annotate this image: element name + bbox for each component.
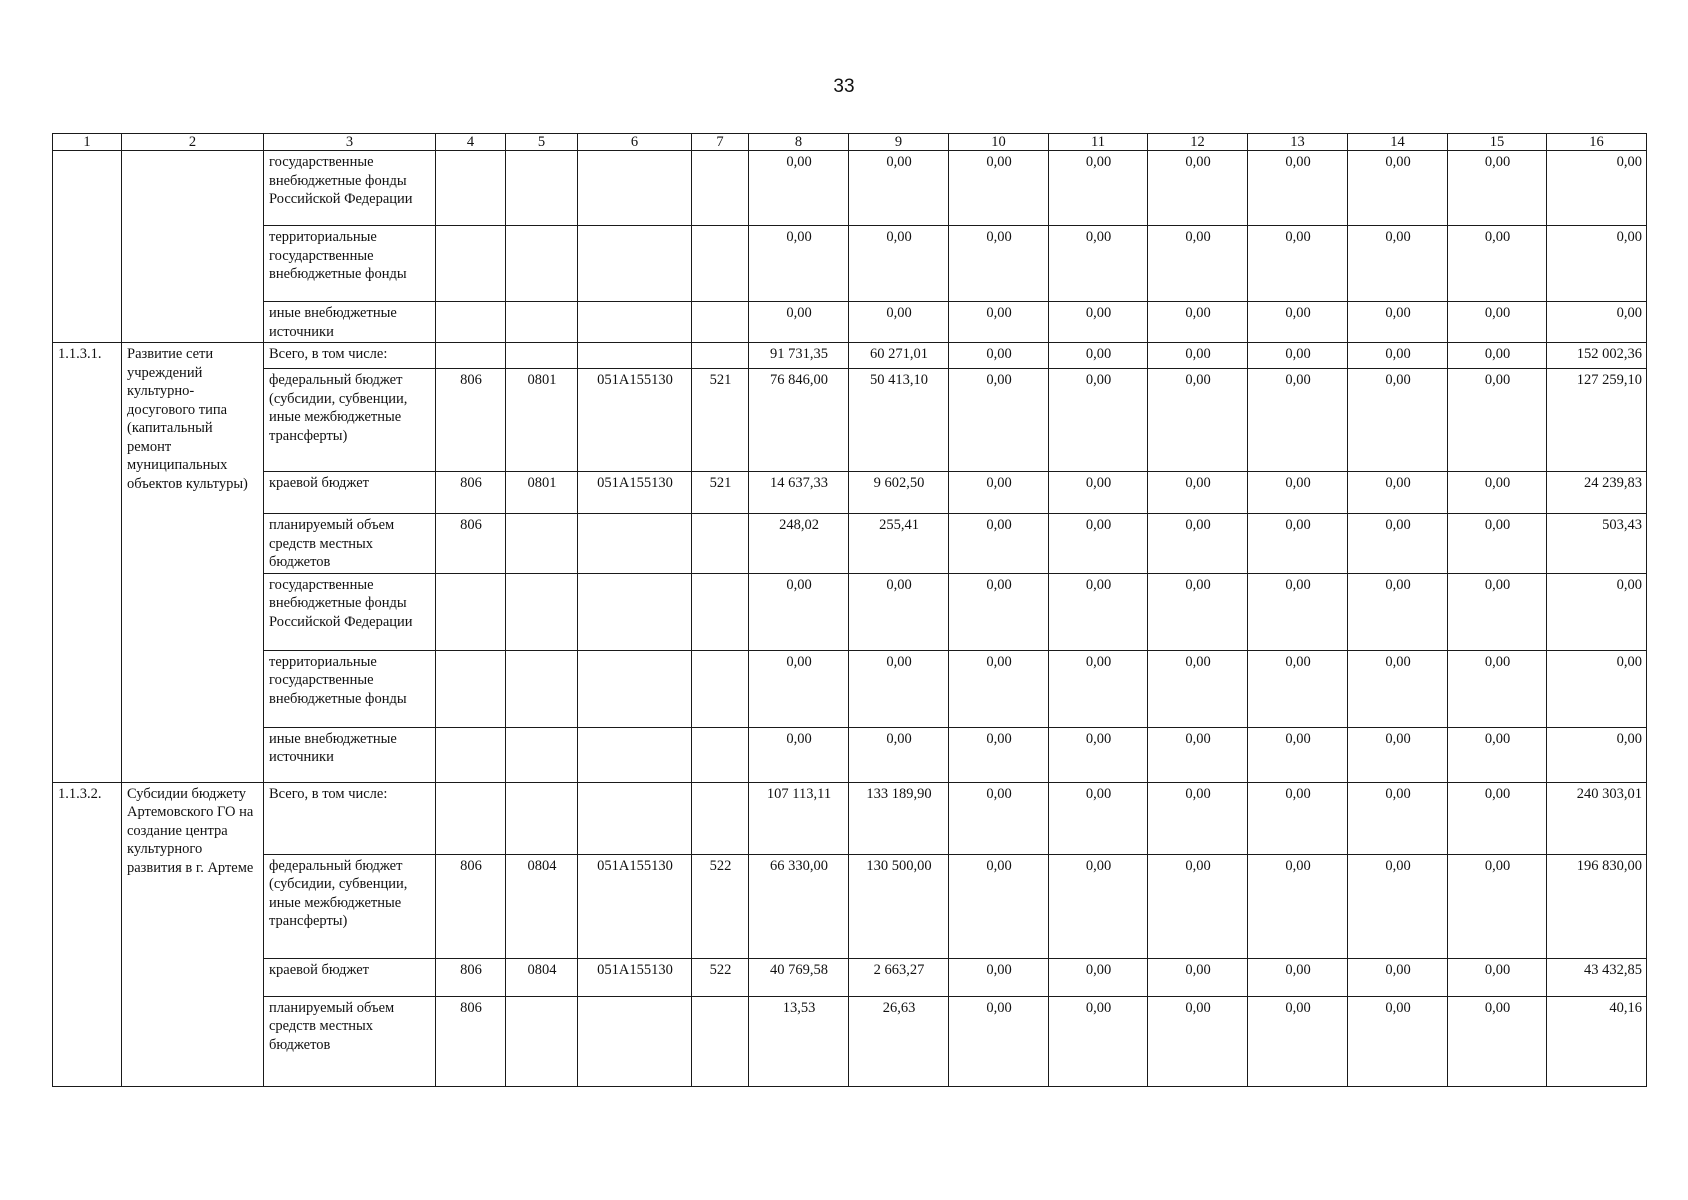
csr-cell <box>578 782 692 854</box>
year-2021-cell: 0,00 <box>949 151 1049 226</box>
year-2022-cell: 0,00 <box>1049 151 1148 226</box>
year-2021-cell: 0,00 <box>949 782 1049 854</box>
year-2020-cell: 0,00 <box>849 573 949 650</box>
csr-cell <box>578 996 692 1086</box>
rzpr-cell <box>506 996 578 1086</box>
vr-cell <box>692 226 749 302</box>
year-2023-cell: 0,00 <box>1148 727 1248 782</box>
year-2022-cell: 0,00 <box>1049 369 1148 472</box>
column-number-header: 12 <box>1148 134 1248 151</box>
year-2022-cell: 0,00 <box>1049 958 1148 996</box>
csr-cell: 051А155130 <box>578 854 692 958</box>
csr-cell <box>578 514 692 574</box>
csr-cell <box>578 151 692 226</box>
grbs-cell: 806 <box>436 854 506 958</box>
year-2023-cell: 0,00 <box>1148 650 1248 727</box>
year-2025-cell: 0,00 <box>1348 782 1448 854</box>
item-number-cell <box>53 151 122 343</box>
table-row <box>53 727 1647 782</box>
year-2019-cell: 0,00 <box>749 727 849 782</box>
item-name-cell: Развитие сети учреждений культурно-досугового типа (капитальный ремонт муниципальных объектов культуры) <box>122 343 264 783</box>
funding-source-cell: Всего, в том числе: <box>264 343 436 369</box>
year-2023-cell: 0,00 <box>1148 226 1248 302</box>
funding-source-cell: планируемый объем средств местных бюджетов <box>264 996 436 1086</box>
column-number-header: 8 <box>749 134 849 151</box>
year-2024-cell: 0,00 <box>1248 226 1348 302</box>
vr-cell <box>692 782 749 854</box>
total-cell: 0,00 <box>1547 573 1647 650</box>
vr-cell: 521 <box>692 369 749 472</box>
year-2021-cell: 0,00 <box>949 514 1049 574</box>
table-row <box>53 472 1647 514</box>
year-2025-cell: 0,00 <box>1348 650 1448 727</box>
year-2019-cell: 0,00 <box>749 226 849 302</box>
csr-cell <box>578 302 692 343</box>
total-cell: 152 002,36 <box>1547 343 1647 369</box>
rzpr-cell <box>506 343 578 369</box>
total-cell: 24 239,83 <box>1547 472 1647 514</box>
total-cell: 0,00 <box>1547 727 1647 782</box>
budget-table <box>52 133 1647 1087</box>
year-2026-cell: 0,00 <box>1448 958 1547 996</box>
rzpr-cell <box>506 573 578 650</box>
table-row <box>53 226 1647 302</box>
year-2024-cell: 0,00 <box>1248 782 1348 854</box>
year-2020-cell: 9 602,50 <box>849 472 949 514</box>
page-number: 33 <box>833 76 855 97</box>
year-2021-cell: 0,00 <box>949 472 1049 514</box>
funding-source-cell: Всего, в том числе: <box>264 782 436 854</box>
year-2022-cell: 0,00 <box>1049 727 1148 782</box>
csr-cell: 051А155130 <box>578 472 692 514</box>
grbs-cell <box>436 650 506 727</box>
table-row <box>53 369 1647 472</box>
year-2020-cell: 50 413,10 <box>849 369 949 472</box>
year-2023-cell: 0,00 <box>1148 573 1248 650</box>
year-2025-cell: 0,00 <box>1348 302 1448 343</box>
grbs-cell <box>436 226 506 302</box>
column-number-header: 7 <box>692 134 749 151</box>
column-number-header: 4 <box>436 134 506 151</box>
year-2022-cell: 0,00 <box>1049 302 1148 343</box>
rzpr-cell <box>506 226 578 302</box>
year-2026-cell: 0,00 <box>1448 782 1547 854</box>
funding-source-cell: государственные внебюджетные фонды Российской Федерации <box>264 151 436 226</box>
grbs-cell <box>436 573 506 650</box>
vr-cell: 521 <box>692 472 749 514</box>
total-cell: 127 259,10 <box>1547 369 1647 472</box>
total-cell: 43 432,85 <box>1547 958 1647 996</box>
year-2019-cell: 13,53 <box>749 996 849 1086</box>
year-2023-cell: 0,00 <box>1148 958 1248 996</box>
csr-cell: 051А155130 <box>578 958 692 996</box>
year-2019-cell: 248,02 <box>749 514 849 574</box>
year-2021-cell: 0,00 <box>949 958 1049 996</box>
table-row <box>53 573 1647 650</box>
year-2022-cell: 0,00 <box>1049 573 1148 650</box>
grbs-cell: 806 <box>436 369 506 472</box>
csr-cell <box>578 727 692 782</box>
column-number-header: 11 <box>1049 134 1148 151</box>
year-2019-cell: 0,00 <box>749 650 849 727</box>
year-2024-cell: 0,00 <box>1248 727 1348 782</box>
year-2026-cell: 0,00 <box>1448 302 1547 343</box>
year-2026-cell: 0,00 <box>1448 573 1547 650</box>
year-2023-cell: 0,00 <box>1148 472 1248 514</box>
year-2025-cell: 0,00 <box>1348 727 1448 782</box>
column-number-header: 5 <box>506 134 578 151</box>
total-cell: 0,00 <box>1547 226 1647 302</box>
year-2024-cell: 0,00 <box>1248 151 1348 226</box>
year-2019-cell: 14 637,33 <box>749 472 849 514</box>
csr-cell <box>578 343 692 369</box>
column-number-header: 9 <box>849 134 949 151</box>
funding-source-cell: федеральный бюджет (субсидии, субвенции, иные межбюджетные трансферты) <box>264 369 436 472</box>
year-2023-cell: 0,00 <box>1148 151 1248 226</box>
year-2020-cell: 130 500,00 <box>849 854 949 958</box>
column-number-row <box>53 134 1647 151</box>
year-2020-cell: 0,00 <box>849 650 949 727</box>
year-2021-cell: 0,00 <box>949 727 1049 782</box>
year-2026-cell: 0,00 <box>1448 514 1547 574</box>
item-name-cell: Субсидии бюджету Артемовского ГО на создание центра культурного развития в г. Артеме <box>122 782 264 1086</box>
vr-cell: 522 <box>692 958 749 996</box>
year-2021-cell: 0,00 <box>949 343 1049 369</box>
csr-cell <box>578 226 692 302</box>
total-cell: 240 303,01 <box>1547 782 1647 854</box>
year-2023-cell: 0,00 <box>1148 996 1248 1086</box>
rzpr-cell: 0801 <box>506 472 578 514</box>
year-2025-cell: 0,00 <box>1348 343 1448 369</box>
year-2023-cell: 0,00 <box>1148 369 1248 472</box>
csr-cell <box>578 573 692 650</box>
total-cell: 0,00 <box>1547 302 1647 343</box>
year-2025-cell: 0,00 <box>1348 996 1448 1086</box>
year-2024-cell: 0,00 <box>1248 854 1348 958</box>
year-2019-cell: 76 846,00 <box>749 369 849 472</box>
table-row <box>53 343 1647 369</box>
rzpr-cell <box>506 302 578 343</box>
year-2026-cell: 0,00 <box>1448 151 1547 226</box>
year-2021-cell: 0,00 <box>949 650 1049 727</box>
column-number-header: 1 <box>53 134 122 151</box>
column-number-header: 13 <box>1248 134 1348 151</box>
year-2022-cell: 0,00 <box>1049 996 1148 1086</box>
year-2025-cell: 0,00 <box>1348 151 1448 226</box>
year-2026-cell: 0,00 <box>1448 650 1547 727</box>
year-2025-cell: 0,00 <box>1348 472 1448 514</box>
year-2020-cell: 0,00 <box>849 151 949 226</box>
year-2026-cell: 0,00 <box>1448 226 1547 302</box>
table-row <box>53 650 1647 727</box>
column-number-header: 3 <box>264 134 436 151</box>
grbs-cell: 806 <box>436 514 506 574</box>
funding-source-cell: иные внебюджетные источники <box>264 302 436 343</box>
year-2020-cell: 60 271,01 <box>849 343 949 369</box>
grbs-cell <box>436 782 506 854</box>
table-row <box>53 151 1647 226</box>
year-2023-cell: 0,00 <box>1148 514 1248 574</box>
year-2025-cell: 0,00 <box>1348 958 1448 996</box>
rzpr-cell: 0804 <box>506 854 578 958</box>
year-2024-cell: 0,00 <box>1248 958 1348 996</box>
vr-cell <box>692 151 749 226</box>
year-2022-cell: 0,00 <box>1049 472 1148 514</box>
total-cell: 0,00 <box>1547 650 1647 727</box>
year-2019-cell: 0,00 <box>749 302 849 343</box>
vr-cell <box>692 514 749 574</box>
item-number-cell: 1.1.3.2. <box>53 782 122 1086</box>
funding-source-cell: территориальные государственные внебюджетные фонды <box>264 650 436 727</box>
funding-source-cell: территориальные государственные внебюджетные фонды <box>264 226 436 302</box>
year-2023-cell: 0,00 <box>1148 782 1248 854</box>
year-2021-cell: 0,00 <box>949 996 1049 1086</box>
year-2024-cell: 0,00 <box>1248 302 1348 343</box>
year-2026-cell: 0,00 <box>1448 369 1547 472</box>
item-number-cell: 1.1.3.1. <box>53 343 122 783</box>
funding-source-cell: планируемый объем средств местных бюджетов <box>264 514 436 574</box>
total-cell: 0,00 <box>1547 151 1647 226</box>
vr-cell: 522 <box>692 854 749 958</box>
vr-cell <box>692 650 749 727</box>
year-2022-cell: 0,00 <box>1049 343 1148 369</box>
column-number-header: 2 <box>122 134 264 151</box>
rzpr-cell <box>506 514 578 574</box>
column-number-header: 10 <box>949 134 1049 151</box>
total-cell: 503,43 <box>1547 514 1647 574</box>
year-2019-cell: 66 330,00 <box>749 854 849 958</box>
year-2021-cell: 0,00 <box>949 302 1049 343</box>
column-number-header: 16 <box>1547 134 1647 151</box>
year-2024-cell: 0,00 <box>1248 996 1348 1086</box>
table-row <box>53 514 1647 574</box>
year-2025-cell: 0,00 <box>1348 573 1448 650</box>
vr-cell <box>692 727 749 782</box>
year-2024-cell: 0,00 <box>1248 650 1348 727</box>
year-2021-cell: 0,00 <box>949 854 1049 958</box>
csr-cell <box>578 650 692 727</box>
year-2019-cell: 107 113,11 <box>749 782 849 854</box>
funding-source-cell: федеральный бюджет (субсидии, субвенции, иные межбюджетные трансферты) <box>264 854 436 958</box>
csr-cell: 051А155130 <box>578 369 692 472</box>
year-2021-cell: 0,00 <box>949 573 1049 650</box>
table-row <box>53 958 1647 996</box>
year-2020-cell: 0,00 <box>849 727 949 782</box>
funding-source-cell: краевой бюджет <box>264 472 436 514</box>
total-cell: 196 830,00 <box>1547 854 1647 958</box>
year-2025-cell: 0,00 <box>1348 854 1448 958</box>
rzpr-cell <box>506 650 578 727</box>
year-2019-cell: 0,00 <box>749 573 849 650</box>
grbs-cell <box>436 151 506 226</box>
table-row <box>53 782 1647 854</box>
grbs-cell: 806 <box>436 958 506 996</box>
year-2019-cell: 40 769,58 <box>749 958 849 996</box>
year-2024-cell: 0,00 <box>1248 573 1348 650</box>
year-2022-cell: 0,00 <box>1049 514 1148 574</box>
rzpr-cell <box>506 151 578 226</box>
vr-cell <box>692 302 749 343</box>
grbs-cell <box>436 727 506 782</box>
table-row <box>53 996 1647 1086</box>
table-row <box>53 302 1647 343</box>
year-2021-cell: 0,00 <box>949 226 1049 302</box>
year-2024-cell: 0,00 <box>1248 514 1348 574</box>
grbs-cell: 806 <box>436 996 506 1086</box>
year-2025-cell: 0,00 <box>1348 514 1448 574</box>
year-2022-cell: 0,00 <box>1049 782 1148 854</box>
rzpr-cell <box>506 727 578 782</box>
year-2022-cell: 0,00 <box>1049 226 1148 302</box>
grbs-cell: 806 <box>436 472 506 514</box>
year-2019-cell: 0,00 <box>749 151 849 226</box>
year-2025-cell: 0,00 <box>1348 369 1448 472</box>
rzpr-cell <box>506 782 578 854</box>
year-2025-cell: 0,00 <box>1348 226 1448 302</box>
year-2022-cell: 0,00 <box>1049 854 1148 958</box>
year-2026-cell: 0,00 <box>1448 343 1547 369</box>
column-number-header: 15 <box>1448 134 1547 151</box>
year-2020-cell: 0,00 <box>849 226 949 302</box>
item-name-cell <box>122 151 264 343</box>
year-2021-cell: 0,00 <box>949 369 1049 472</box>
rzpr-cell: 0801 <box>506 369 578 472</box>
funding-source-cell: иные внебюджетные источники <box>264 727 436 782</box>
year-2020-cell: 2 663,27 <box>849 958 949 996</box>
vr-cell <box>692 996 749 1086</box>
year-2023-cell: 0,00 <box>1148 302 1248 343</box>
year-2022-cell: 0,00 <box>1049 650 1148 727</box>
funding-source-cell: краевой бюджет <box>264 958 436 996</box>
year-2024-cell: 0,00 <box>1248 472 1348 514</box>
grbs-cell <box>436 343 506 369</box>
year-2019-cell: 91 731,35 <box>749 343 849 369</box>
grbs-cell <box>436 302 506 343</box>
vr-cell <box>692 343 749 369</box>
year-2020-cell: 0,00 <box>849 302 949 343</box>
year-2020-cell: 255,41 <box>849 514 949 574</box>
year-2024-cell: 0,00 <box>1248 343 1348 369</box>
table-row <box>53 854 1647 958</box>
year-2026-cell: 0,00 <box>1448 996 1547 1086</box>
vr-cell <box>692 573 749 650</box>
column-number-header: 6 <box>578 134 692 151</box>
rzpr-cell: 0804 <box>506 958 578 996</box>
total-cell: 40,16 <box>1547 996 1647 1086</box>
year-2023-cell: 0,00 <box>1148 854 1248 958</box>
year-2024-cell: 0,00 <box>1248 369 1348 472</box>
year-2026-cell: 0,00 <box>1448 472 1547 514</box>
year-2026-cell: 0,00 <box>1448 727 1547 782</box>
year-2026-cell: 0,00 <box>1448 854 1547 958</box>
funding-source-cell: государственные внебюджетные фонды Российской Федерации <box>264 573 436 650</box>
column-number-header: 14 <box>1348 134 1448 151</box>
year-2023-cell: 0,00 <box>1148 343 1248 369</box>
year-2020-cell: 133 189,90 <box>849 782 949 854</box>
year-2020-cell: 26,63 <box>849 996 949 1086</box>
